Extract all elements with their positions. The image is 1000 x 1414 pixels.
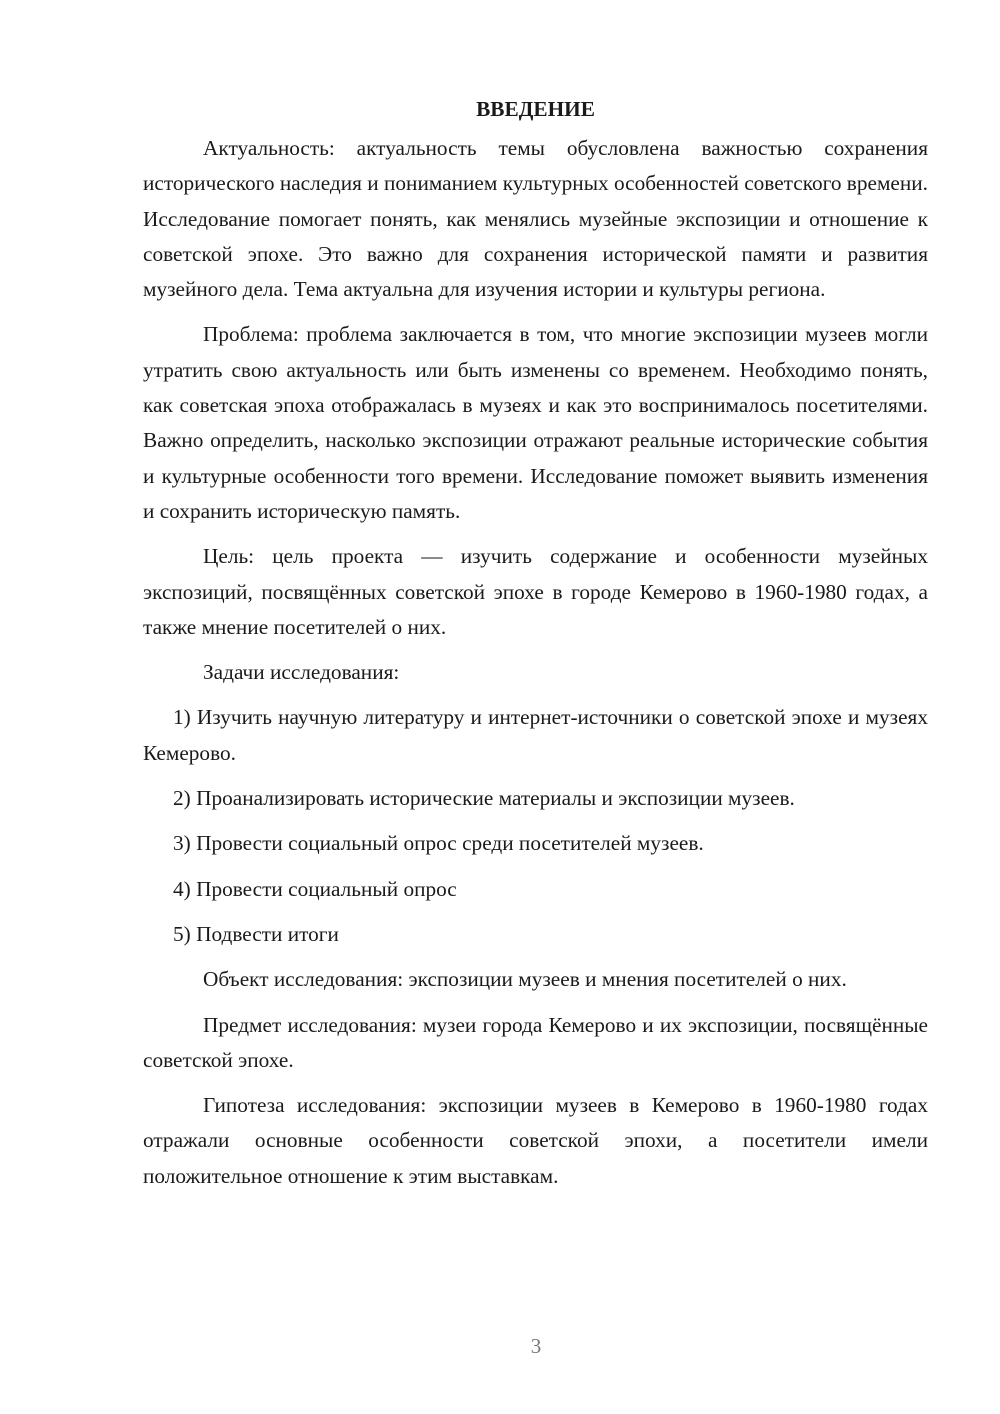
paragraph-relevance: Актуальность: актуальность темы обусловлена важностью сохранения исторического наследия и пониманием культурных особенностей советского времени. Исследование помогает понять, как менялись музейные экспозиции и отношение к советской эпохе. Это важно для сохранения исторической памяти и развития музейного дела. Тема актуальна для изучения истории и культуры региона. bbox=[143, 136, 928, 302]
paragraph-problem: Проблема: проблема заключается в том, что многие экспозиции музеев могли утратить свою актуальность или быть изменены со временем. Необходимо понять, как советская эпоха отображалась в музеях и как это воспринималось посетителями. Важно определить, насколько экспозиции отражают реальные исторические события и культурные особенности того времени. Исследование поможет выявить изменения и сохранить историческую память. bbox=[143, 322, 928, 523]
task-item-2: 2) Проанализировать исторические материалы и экспозиции музеев. bbox=[173, 786, 795, 811]
task-item-3: 3) Провести социальный опрос среди посетителей музеев. bbox=[173, 831, 704, 856]
page-number: 3 bbox=[530, 1334, 542, 1358]
task-item-4: 4) Провести социальный опрос bbox=[173, 876, 457, 901]
task-item-5: 5) Подвести итоги bbox=[173, 921, 339, 946]
section-heading: ВВЕДЕНИЕ bbox=[476, 97, 595, 121]
tasks-heading: Задачи исследования: bbox=[203, 660, 400, 685]
paragraph-subject: Предмет исследования: музеи города Кемерово и их экспозиции, посвящённые советской эпохе. bbox=[143, 1012, 928, 1072]
paragraph-hypothesis: Гипотеза исследования: экспозиции музеев в Кемерово в 1960-1980 годах отражали основные особенности советской эпохи, а посетители имели положительное отношение к этим выставкам. bbox=[143, 1093, 928, 1188]
task-item-1: 1) Изучить научную литературу и интернет-источники о советской эпохе и музеях Кемерово. bbox=[143, 705, 928, 765]
paragraph-goal: Цель: цель проекта — изучить содержание и особенности музейных экспозиций, посвящённых советской эпохе в городе Кемерово в 1960-1980 годах, а также мнение посетителей о них. bbox=[143, 544, 928, 639]
document-page bbox=[143, 92, 928, 1194]
paragraph-object: Объект исследования: экспозиции музеев и мнения посетителей о них. bbox=[203, 967, 847, 992]
